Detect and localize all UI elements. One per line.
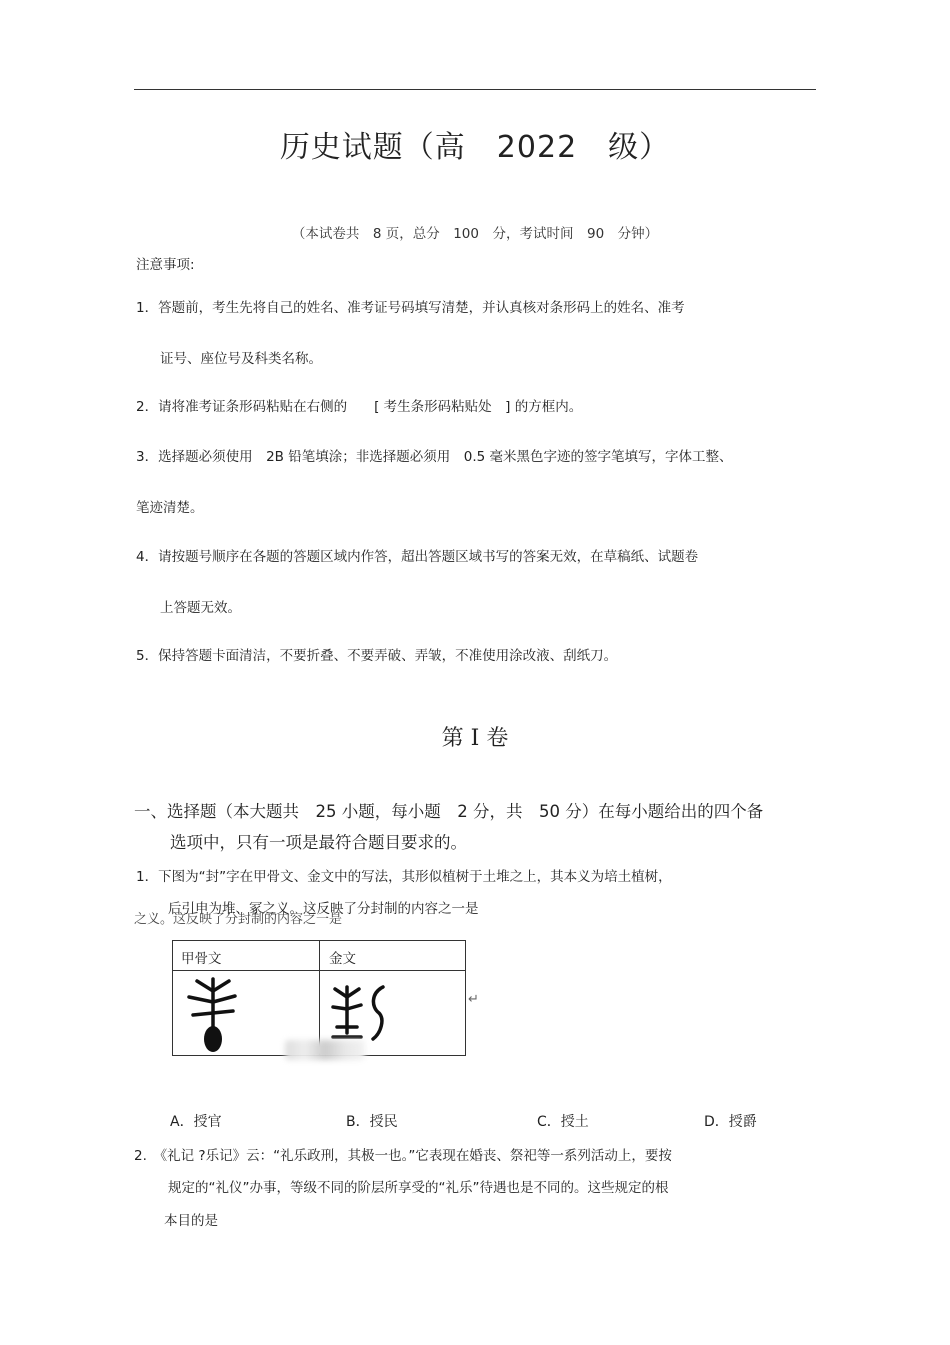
- table-header-oracle: 甲骨文: [181, 951, 222, 967]
- page-title: 历史试题（高 2022 级）: [279, 130, 671, 165]
- section-heading-cont: 选项中，只有一项是最符合题目要求的。: [170, 833, 467, 852]
- notice-item-3-cont: 笔迹清楚。: [136, 500, 204, 516]
- table-divider: [319, 941, 320, 1055]
- table-header-bronze: 金文: [329, 951, 356, 967]
- notice-item-1-cont: 证号、座位号及科类名称。: [160, 351, 322, 367]
- exam-info: （本试卷共 8 页，总分 100 分，考试时间 90 分钟）: [291, 226, 659, 242]
- question-1-stem: 1．下图为“封”字在甲骨文、金文中的写法，其形似植树于土堆之上，其本义为培土植树，: [136, 869, 672, 885]
- character-table: [172, 940, 466, 1056]
- notice-item-2: 2．请将准考证条形码粘贴在右侧的 [ 考生条形码粘贴处 ] 的方框内。: [136, 399, 583, 415]
- q1-option-d: D．授爵: [704, 1114, 757, 1130]
- question-1-stem-cont: 后引申为堆、冢之义。这反映了分封制的内容之一是: [168, 901, 479, 917]
- section-title: 第 I 卷: [441, 726, 509, 751]
- return-mark: ↵: [468, 992, 479, 1007]
- notice-item-4: 4．请按题号顺序在各题的答题区域内作答，超出答题区域书写的答案无效，在草稿纸、试题卷: [136, 549, 699, 565]
- question-2-stem: 2. 《礼记 ?乐记》云：“礼乐政刑，其极一也。”它表现在婚丧、祭祀等一系列活动上，要按: [134, 1148, 672, 1164]
- notice-item-5: 5．保持答题卡面清洁，不要折叠、不要弄破、弄皱，不准使用涂改液、刮纸刀。: [136, 648, 618, 664]
- notice-heading: 注意事项:: [136, 257, 195, 273]
- top-rule: [134, 89, 816, 90]
- q1-option-c: C．授土: [537, 1114, 589, 1130]
- oracle-feng-glyph: [179, 975, 249, 1055]
- question-2-stem-cont: 规定的“礼仪”办事，等级不同的阶层所享受的“礼乐”待遇也是不同的。这些规定的根: [168, 1180, 669, 1196]
- table-header-rule: [173, 970, 465, 971]
- cropped-text-line: 之义。这反映了分封制的内容之一是: [134, 912, 343, 927]
- q1-option-a: A．授官: [170, 1114, 222, 1130]
- notice-item-3: 3．选择题必须使用 2B 铅笔填涂；非选择题必须用 0.5 毫米黑色字迹的签字笔填写，字体工整、: [136, 449, 733, 465]
- q1-option-b: B．授民: [346, 1114, 398, 1130]
- blurred-watermark: [285, 1040, 365, 1060]
- section-heading: 一、选择题（本大题共 25 小题，每小题 2 分，共 50 分）在每小题给出的四个备: [134, 802, 764, 821]
- notice-item-1: 1．答题前，考生先将自己的姓名、准考证号码填写清楚，并认真核对条形码上的姓名、准考: [136, 300, 685, 316]
- notice-item-4-cont: 上答题无效。: [160, 600, 241, 616]
- question-2-stem-end: 本目的是: [164, 1213, 218, 1229]
